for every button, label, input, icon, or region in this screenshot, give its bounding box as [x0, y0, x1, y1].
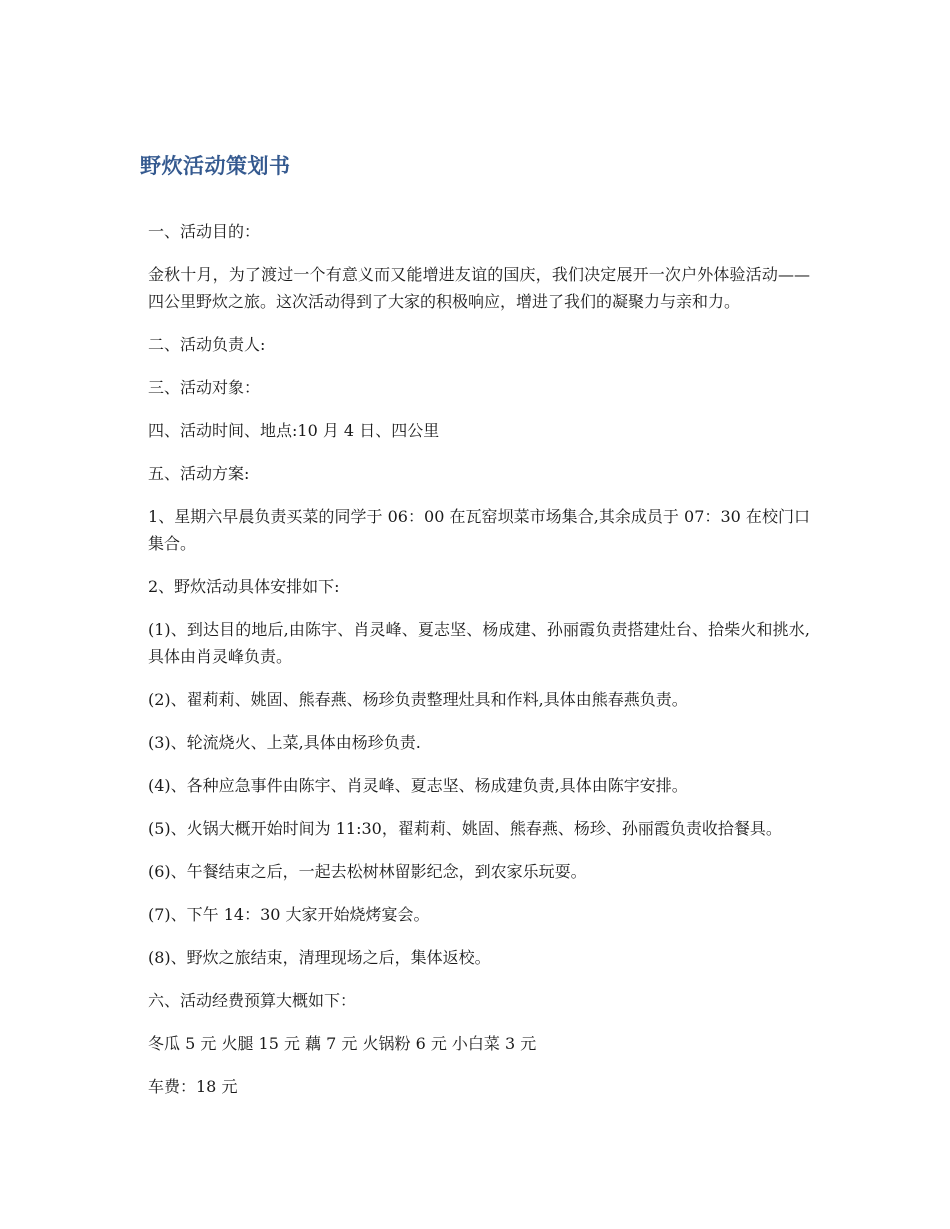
section-heading-leader: 二、活动负责人:: [148, 335, 266, 354]
document-title: 野炊活动策划书: [140, 154, 291, 178]
plan-item-2: 2、野炊活动具体安排如下:: [148, 577, 340, 596]
budget-items: 冬瓜 5 元 火腿 15 元 藕 7 元 火锅粉 6 元 小白菜 3 元: [148, 1034, 537, 1053]
budget-transport: 车费：18 元: [148, 1077, 238, 1096]
plan-subitem-3: (3)、轮流烧火、上菜,具体由杨珍负责.: [148, 733, 421, 752]
plan-subitem-2: (2)、翟莉莉、姚固、熊春燕、杨珍负责整理灶具和作料,具体由熊春燕负责。: [148, 690, 688, 709]
plan-item-1: 1、星期六早晨负责买菜的同学于 06：00 在瓦窑坝菜市场集合,其余成员于 07：30 在校门口集合。: [148, 507, 810, 553]
plan-subitem-5: (5)、火锅大概开始时间为 11:30，翟莉莉、姚固、熊春燕、杨珍、孙丽霞负责收拾餐具。: [148, 819, 782, 838]
plan-subitem-8: (8)、野炊之旅结束，清理现场之后，集体返校。: [148, 948, 491, 967]
section-heading-audience: 三、活动对象：: [148, 378, 261, 397]
section-heading-budget: 六、活动经费预算大概如下：: [148, 991, 357, 1010]
document-body: [140, 218, 810, 1116]
section-heading-plan: 五、活动方案:: [148, 464, 250, 483]
section-heading-purpose: 一、活动目的：: [148, 222, 261, 241]
plan-subitem-6: (6)、午餐结束之后，一起去松树林留影纪念，到农家乐玩耍。: [148, 862, 587, 881]
section-heading-time-place: 四、活动时间、地点:10 月 4 日、四公里: [148, 421, 440, 440]
plan-subitem-7: (7)、下午 14：30 大家开始烧烤宴会。: [148, 905, 430, 924]
paragraph-purpose: 金秋十月，为了渡过一个有意义而又能增进友谊的国庆，我们决定展开一次户外体验活动——四公里野炊之旅。这次活动得到了大家的积极响应，增进了我们的凝聚力与亲和力。: [148, 265, 810, 311]
plan-subitem-4: (4)、各种应急事件由陈宇、肖灵峰、夏志坚、杨成建负责,具体由陈宇安排。: [148, 776, 688, 795]
plan-subitem-1: (1)、到达目的地后,由陈宇、肖灵峰、夏志坚、杨成建、孙丽霞负责搭建灶台、拾柴火和挑水,具体由肖灵峰负责。: [148, 620, 810, 666]
